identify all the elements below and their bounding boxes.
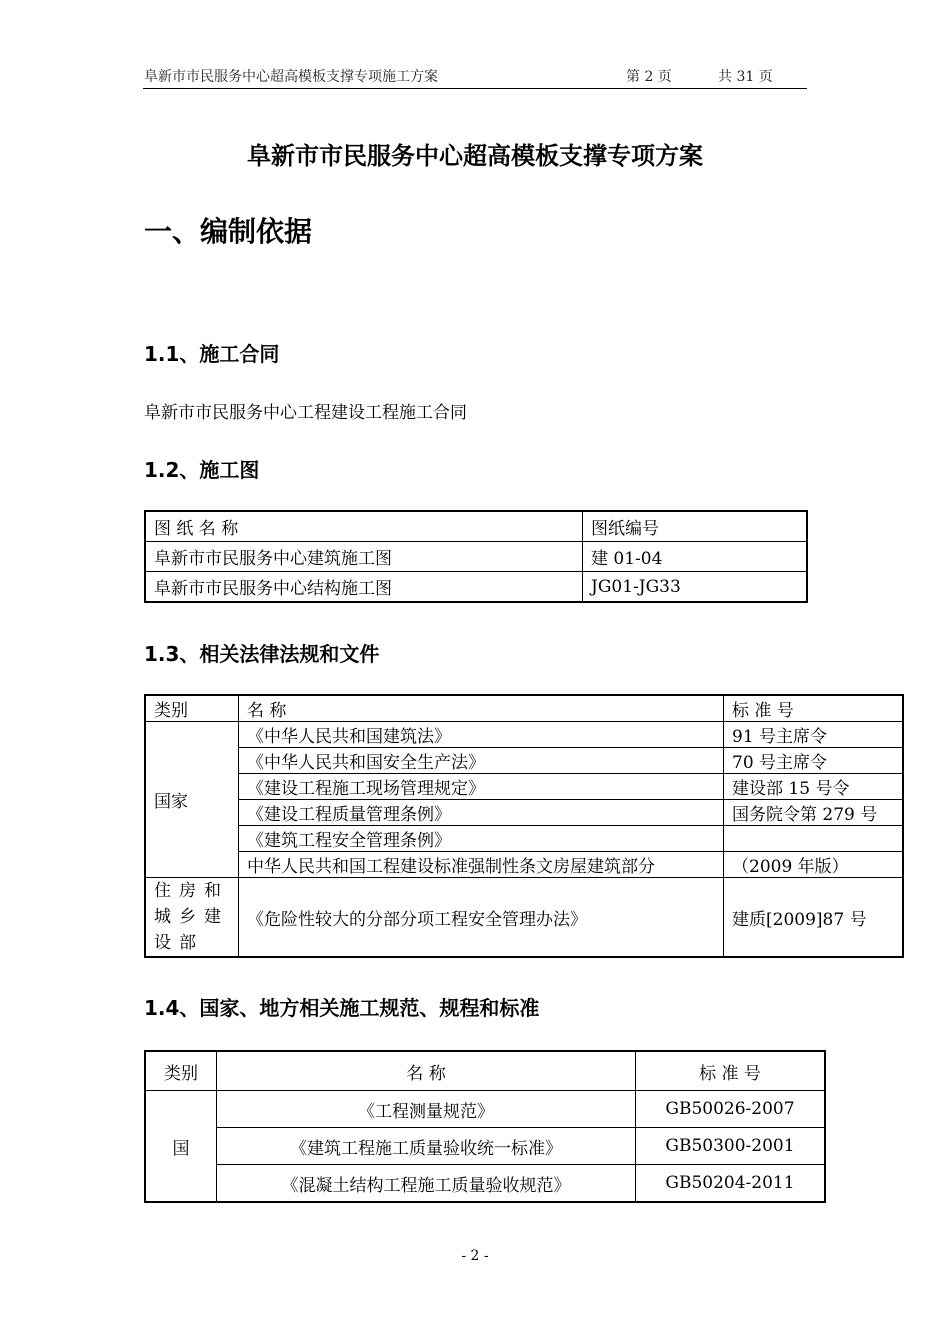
table-header-row — [145, 1051, 825, 1091]
table-row — [145, 878, 903, 958]
table-cell: 《中华人民共和国建筑法》 — [239, 722, 724, 748]
table-cell: JG01-JG33 — [583, 572, 808, 603]
subsection-1-2-heading: 1.2、施工图 — [144, 458, 260, 482]
header-total-label: 共 31 页 — [718, 69, 773, 85]
table-cell: 建设部 15 号令 — [724, 774, 904, 800]
header-cell: 类别 — [145, 695, 239, 722]
table-row — [145, 748, 903, 774]
drawings-table — [144, 510, 808, 603]
subsection-1-4-heading: 1.4、国家、地方相关施工规范、规程和标准 — [144, 996, 540, 1020]
subsection-1-1-heading: 1.1、施工合同 — [144, 342, 280, 366]
table-row — [145, 826, 903, 852]
table-cell: 91 号主席令 — [724, 722, 904, 748]
page-number: - 2 - — [461, 1248, 489, 1264]
table-row — [145, 774, 903, 800]
table-cell: 国务院令第 279 号 — [724, 800, 904, 826]
table-cell: 建质[2009]87 号 — [724, 878, 904, 958]
table-cell: GB50204-2011 — [636, 1165, 826, 1203]
table-header-row — [145, 695, 903, 722]
header-page-label: 第 2 页 — [626, 69, 672, 85]
table-row — [145, 1128, 825, 1165]
contract-text: 阜新市市民服务中心工程建设工程施工合同 — [144, 403, 467, 423]
header-cell: 名 称 — [239, 695, 724, 722]
laws-table — [144, 694, 904, 958]
header-cell: 图纸编号 — [583, 511, 808, 542]
table-header-row — [145, 511, 807, 542]
table-cell: 70 号主席令 — [724, 748, 904, 774]
standards-table — [144, 1050, 826, 1203]
header-cell: 图 纸 名 称 — [145, 511, 583, 542]
table-row — [145, 572, 807, 603]
table-cell — [724, 826, 904, 852]
category-cell: 住房和城乡建设部 — [145, 878, 239, 958]
category-cell: 国 — [145, 1091, 217, 1203]
table-cell: 中华人民共和国工程建设标准强制性条文房屋建筑部分 — [239, 852, 724, 878]
table-cell: 建 01-04 — [583, 542, 808, 572]
header-cell: 标 准 号 — [724, 695, 904, 722]
table-cell: 《工程测量规范》 — [217, 1091, 636, 1128]
table-row — [145, 1165, 825, 1203]
subsection-1-3-heading: 1.3、相关法律法规和文件 — [144, 642, 380, 666]
table-cell: 《中华人民共和国安全生产法》 — [239, 748, 724, 774]
table-row — [145, 722, 903, 748]
table-cell: 《建筑工程施工质量验收统一标准》 — [217, 1128, 636, 1165]
table-row — [145, 542, 807, 572]
table-row — [145, 852, 903, 878]
header-cell: 名 称 — [217, 1051, 636, 1091]
page-title: 阜新市市民服务中心超高模板支撑专项方案 — [247, 142, 703, 170]
table-cell: 《建筑工程安全管理条例》 — [239, 826, 724, 852]
table-cell: GB50300-2001 — [636, 1128, 826, 1165]
table-row — [145, 1091, 825, 1128]
table-cell: 阜新市市民服务中心建筑施工图 — [145, 542, 583, 572]
table-cell: 《建设工程施工现场管理规定》 — [239, 774, 724, 800]
header-rule — [143, 88, 807, 89]
table-cell: （2009 年版） — [724, 852, 904, 878]
header-doc-title: 阜新市市民服务中心超高模板支撑专项施工方案 — [144, 69, 438, 85]
table-cell: 阜新市市民服务中心结构施工图 — [145, 572, 583, 603]
header-cell: 标 准 号 — [636, 1051, 826, 1091]
table-cell: GB50026-2007 — [636, 1091, 826, 1128]
header-cell: 类别 — [145, 1051, 217, 1091]
table-cell: 《危险性较大的分部分项工程安全管理办法》 — [239, 878, 724, 958]
section-heading: 一、编制依据 — [144, 215, 313, 248]
table-cell: 《建设工程质量管理条例》 — [239, 800, 724, 826]
table-cell: 《混凝土结构工程施工质量验收规范》 — [217, 1165, 636, 1203]
category-cell: 国家 — [145, 722, 239, 878]
table-row — [145, 800, 903, 826]
